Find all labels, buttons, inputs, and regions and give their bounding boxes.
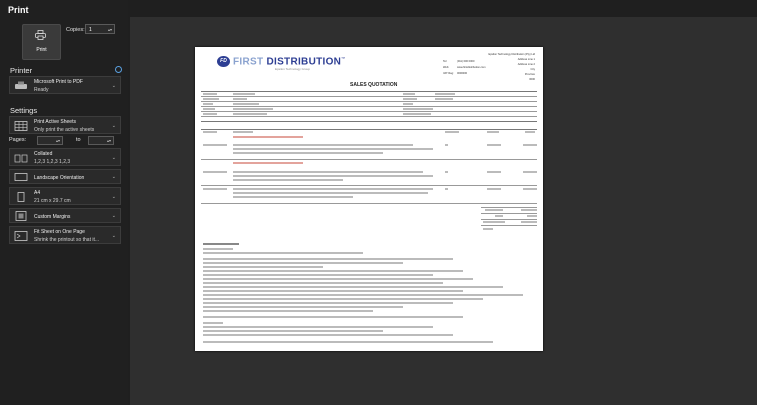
text-placeholder [233,175,433,177]
text-placeholder [203,93,217,95]
printer-device-icon [14,81,28,91]
chevron-down-icon: ⌄ [111,194,116,200]
chevron-down-icon: ⌄ [111,213,116,219]
text-placeholder [233,196,353,198]
margins-select[interactable] [9,208,121,223]
text-placeholder [233,179,343,181]
margins-icon [14,211,28,221]
chevron-down-icon: ⌄ [111,123,116,129]
text-placeholder [203,330,383,332]
text-placeholder [435,98,453,100]
text-placeholder [203,243,239,245]
text-placeholder [233,171,423,173]
text-placeholder [203,290,463,292]
paper-size-label: A4 [34,190,41,196]
header-value-vat: 0000000 [457,72,468,75]
landscape-icon [14,172,28,182]
printer-status: Ready [34,87,49,93]
collate-label: Collated [34,151,53,157]
text-placeholder [203,144,227,146]
text-placeholder [203,258,453,260]
address-line: Epsilon Technology Distribution (Pty) Ltd [488,53,535,56]
address-line: 0000 [529,78,535,81]
table-border [201,129,537,130]
paper-icon [14,192,28,202]
orientation-select[interactable] [9,169,121,184]
text-placeholder [203,108,215,110]
text-placeholder [203,262,403,264]
print-button[interactable] [22,24,61,60]
text-placeholder [203,266,323,268]
text-placeholder [203,188,227,190]
text-placeholder [487,144,501,146]
text-placeholder [487,131,499,133]
chevron-down-icon: ⌄ [111,155,116,161]
text-placeholder [233,162,303,164]
company-name [233,56,346,67]
dialog-title: Print [8,5,29,15]
header-value-web: www.firstdistribution.com [457,66,486,69]
text-placeholder [203,310,373,312]
margins-label: Custom Margins [34,214,71,220]
text-placeholder [233,108,273,110]
table-rule [201,159,537,160]
scaling-select[interactable] [9,226,121,244]
chevron-down-icon: ⌄ [111,83,116,89]
paper-size-select[interactable] [9,187,121,205]
scaling-label: Fit Sheet on One Page [34,229,85,235]
text-placeholder [203,248,233,250]
text-placeholder [203,316,463,318]
text-placeholder [233,144,413,146]
table-rule [201,116,537,117]
totals-rule [481,225,537,226]
text-placeholder [203,270,463,272]
table-rule [201,101,537,102]
copies-value: 1 [89,27,92,33]
company-tagline: Epsilon Technology Group [275,67,310,71]
text-placeholder [403,98,417,100]
text-placeholder [203,131,217,133]
print-button-label: Print [36,47,47,53]
fit-page-icon [14,231,28,241]
company-logo: FD [217,56,230,67]
text-placeholder [233,131,253,133]
text-placeholder [523,144,537,146]
company-name-a: FIRST [233,56,267,68]
text-placeholder [203,326,433,328]
text-placeholder [523,188,537,190]
text-placeholder [203,322,223,324]
text-placeholder [445,188,448,190]
copies-input[interactable] [85,24,115,34]
collate-icon [14,153,28,163]
text-placeholder [523,171,537,173]
text-placeholder [445,144,448,146]
text-placeholder [203,252,363,254]
totals-rule [481,219,537,220]
text-placeholder [203,286,503,288]
text-placeholder [203,274,433,276]
text-placeholder [203,298,483,300]
header-field-tel: Tel: [443,60,448,63]
pages-to-input[interactable] [88,136,114,145]
printer-select[interactable] [9,76,121,94]
text-placeholder [203,113,217,115]
preview-page [195,47,543,351]
text-placeholder [233,148,433,150]
address-line: Address Line 1 [517,58,535,61]
sheet-grid-icon [14,121,28,131]
text-placeholder [233,98,247,100]
printer-icon [35,30,46,40]
text-placeholder [485,209,503,211]
chevron-down-icon: ⌄ [111,174,116,180]
pages-from-input[interactable] [37,136,63,145]
text-placeholder [203,294,523,296]
print-what-select[interactable] [9,116,121,134]
table-rule [201,203,537,204]
text-placeholder [403,103,413,105]
text-placeholder [487,188,501,190]
text-placeholder [203,278,473,280]
scaling-desc: Shrink the printout so that it... [34,237,100,243]
info-icon[interactable] [115,66,122,73]
text-placeholder [233,188,433,190]
text-placeholder [527,215,537,217]
text-placeholder [521,221,537,223]
address-line: Address Line 2 [517,63,535,66]
text-placeholder [203,306,403,308]
text-placeholder [445,131,459,133]
text-placeholder [203,98,219,100]
text-placeholder [233,152,383,154]
header-value-tel: (011) 000 0000 [457,60,475,63]
copies-spinner-icon[interactable]: ▴▾ [107,27,112,32]
spinner-icon[interactable]: ▴▾ [55,138,60,143]
print-what-label: Print Active Sheets [34,119,76,125]
totals-rule [481,207,537,208]
document-title: SALES QUOTATION [350,82,398,88]
pages-to-label: to [76,137,81,143]
text-placeholder [403,108,433,110]
text-placeholder [403,93,415,95]
text-placeholder [483,228,493,230]
table-rule [201,111,537,112]
text-placeholder [203,282,443,284]
totals-rule [481,213,537,214]
chevron-down-icon: ⌄ [111,233,116,239]
pages-label: Pages: [9,137,27,143]
text-placeholder [483,221,505,223]
company-name-b: DISTRIBUTION [266,56,342,68]
table-rule [201,96,537,97]
text-placeholder [203,302,453,304]
address-line: City [530,68,535,71]
company-tm: ™ [341,56,346,61]
table-rule [201,106,537,107]
text-placeholder [233,192,428,194]
printer-name: Microsoft Print to PDF [34,79,83,85]
text-placeholder [495,215,503,217]
header-field-vat: VAT Reg: [443,72,454,75]
settings-heading: Settings [10,106,38,115]
text-placeholder [233,113,267,115]
text-placeholder [525,131,535,133]
printer-heading: Printer [10,66,33,75]
text-placeholder [203,341,493,343]
collate-desc: 1,2,3 1,2,3 1,2,3 [34,159,71,165]
copies-label: Copies: [66,27,85,33]
text-placeholder [521,209,537,211]
orientation-label: Landscape Orientation [34,175,85,181]
text-placeholder [233,103,259,105]
address-line: Province [524,73,535,76]
spinner-icon[interactable]: ▴▾ [106,138,111,143]
text-placeholder [403,113,431,115]
text-placeholder [435,93,455,95]
text-placeholder [203,103,213,105]
text-placeholder [203,334,453,336]
header-field-web: Web: [443,66,450,69]
text-placeholder [445,171,448,173]
table-border [201,91,537,92]
text-placeholder [233,136,303,138]
paper-size-desc: 21 cm x 29.7 cm [34,198,71,204]
table-rule [201,185,537,186]
text-placeholder [487,171,501,173]
print-what-desc: Only print the active sheets [34,127,95,133]
text-placeholder [233,93,255,95]
collate-select[interactable] [9,148,121,166]
table-border [201,121,537,122]
text-placeholder [203,171,227,173]
